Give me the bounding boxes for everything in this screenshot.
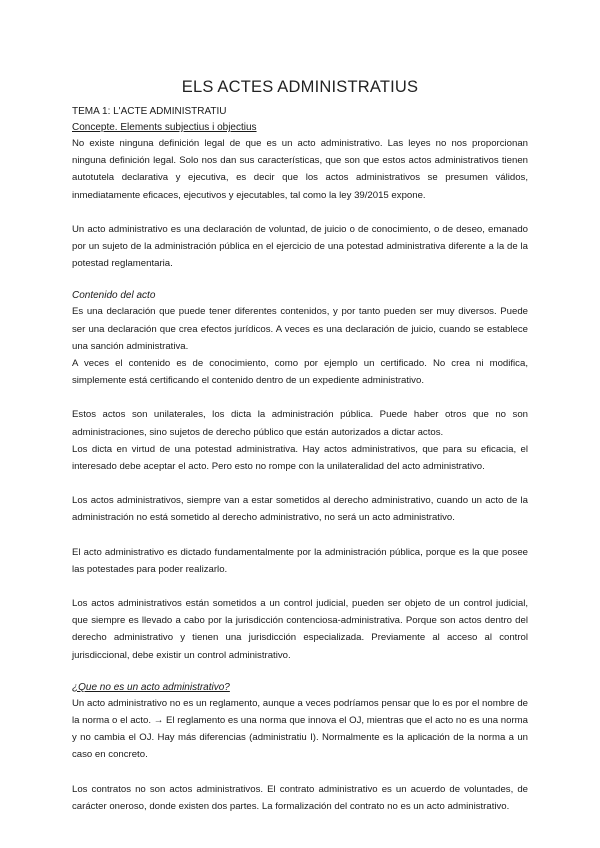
paragraph-4: A veces el contenido es de conocimiento, como por ejemplo un certificado. No crea ni modifica, simplemente está certificando el contenido dentro de un expediente administrativo.	[72, 358, 528, 387]
paragraph-2: Un acto administrativo es una declaración de voluntad, de juicio o de conocimiento, o de deseo, emanado por un sujeto de la administración pública en el ejercicio de una potestad administrativa diferente a la de la potestad reglamentaria.	[72, 223, 528, 270]
paragraph-11: Los contratos no son actos administrativos. El contrato administrativo es un acuerdo de voluntades, de carácter oneroso, donde existen dos partes. La formalización del contrato no es un acto administrativo.	[72, 783, 528, 812]
topic-heading: TEMA 1: L'ACTE ADMINISTRATIU	[72, 106, 227, 117]
subsection-heading-contenido: Contenido del acto	[72, 290, 156, 302]
paragraph-1: No existe ninguna definición legal de que es un acto administrativo. Las leyes no nos proporcionan ninguna definición legal. Solo nos dan sus características, que son que estos actos administrativos tienen autotutela declarativa y ejecutiva, es decir que los actos administrativos se presumen válidos, inmediatamente eficaces, ejecutivos y ejecutables, tal como la ley 39/2015 expone.	[72, 138, 528, 201]
subsection-heading-que-no-es: ¿Que no es un acto administrativo?	[72, 681, 230, 693]
paragraph-7: Los actos administrativos, siempre van a estar sometidos al derecho administrativo, cuando un acto de la administración no está sometido al derecho administrativo, no será un acto administrativo.	[72, 495, 528, 524]
paragraph-6: Los dicta en virtud de una potestad administrativa. Hay actos administrativos, que para su eficacia, el interesado debe aceptar el acto. Pero esto no rompe con la unilateralidad del acto administrativo.	[72, 443, 528, 473]
paragraph-3: Es una declaración que puede tener diferentes contenidos, y por tanto pueden ser muy diversos. Puede ser una declaración que crea efectos jurídicos. A veces es una declaración de juicio, cuando se establece una sanción administrativa.	[72, 306, 528, 352]
paragraph-8: El acto administrativo es dictado fundamentalmente por la administración pública, porque es la que posee las potestades para poder realizarlo.	[72, 546, 528, 575]
paragraph-10: Un acto administrativo no es un reglamento, aunque a veces podríamos pensar que lo es por el nombre de la norma o el acto. → El reglamento es una norma que innova el OJ, mientras que el acto no es una norma y no cambia el OJ. Hay más diferencias (administratiu I). Normalmente es la aplicación de la norma a un caso en concreto.	[72, 697, 528, 761]
paragraph-5: Estos actos son unilaterales, los dicta la administración pública. Puede haber otros que no son administraciones, sino sujetos de derecho público que están autorizados a dictar actos.	[72, 409, 528, 438]
paragraph-9: Los actos administrativos están sometidos a un control judicial, pueden ser objeto de un control judicial, que siempre es llevado a cabo por la jurisdicción contenciosa-administrativa. Porque son actos dentro del derecho administrativo y tienen una jurisdicción especializada. Previamente al acceso al control jurisdiccional, debe existir un control administrativo.	[72, 598, 528, 661]
document-title: ELS ACTES ADMINISTRATIUS	[181, 78, 419, 96]
section-heading-concepte: Concepte. Elements subjectius i objectius	[72, 122, 257, 133]
